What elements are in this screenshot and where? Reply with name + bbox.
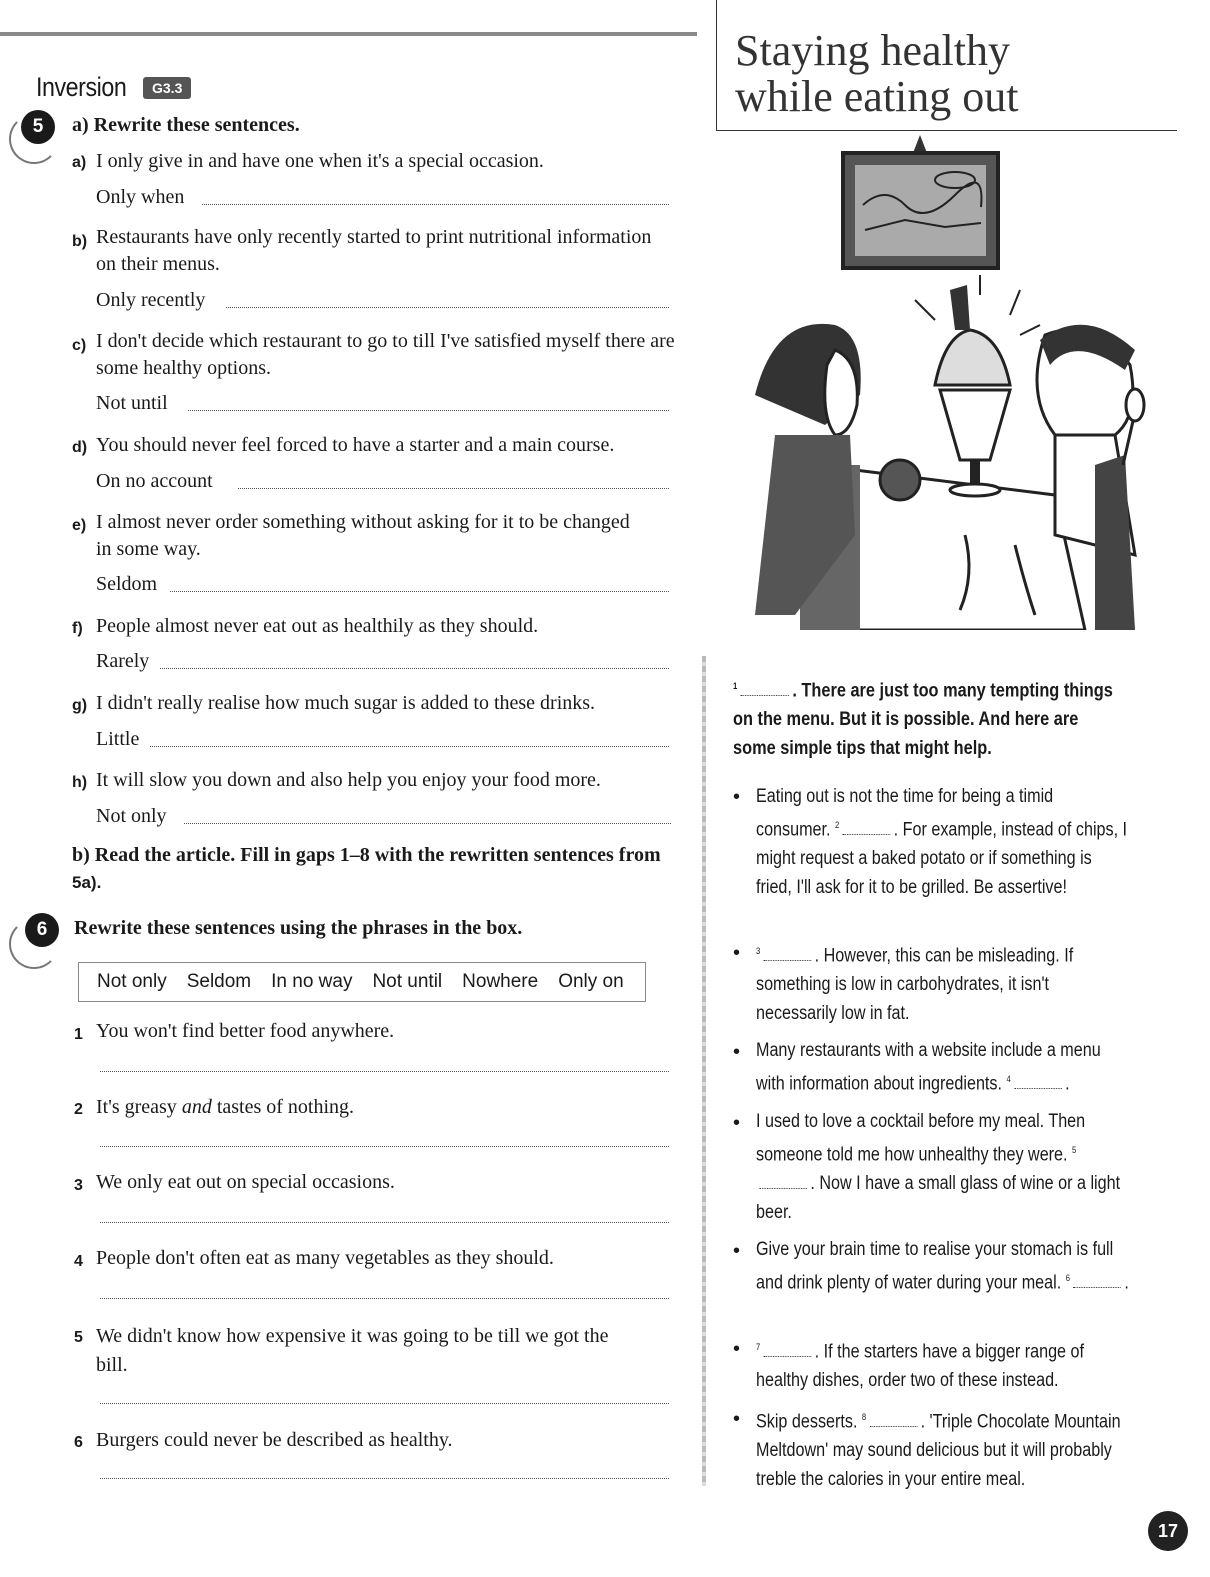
bullet-dot: •: [733, 1112, 741, 1134]
bullet-dot: •: [733, 1408, 741, 1430]
restaurant-illustration: [755, 135, 1175, 630]
item-number: 1: [74, 1026, 83, 1043]
item-letter: a): [72, 154, 87, 171]
item-sentence: I don't decide which restaurant to go to till I've satisfied myself there are some healthy options.: [96, 330, 675, 379]
article-tip: $^7$ . If the starters have a bigger range of healthy dishes, order two of these instead.: [756, 1341, 1084, 1392]
answer-line[interactable]: [188, 410, 669, 411]
bullet-dot: •: [733, 1338, 741, 1360]
gap-3[interactable]: [764, 960, 812, 961]
item-sentence: Burgers could never be described as healthy.: [96, 1429, 453, 1451]
phrase: Nowhere: [462, 971, 539, 992]
answer-line[interactable]: [238, 488, 669, 489]
item-prompt: Seldom: [96, 573, 158, 595]
article-title: Staying healthy while eating out: [735, 26, 1019, 121]
phrase: In no way: [271, 971, 353, 992]
item-sentence: It will slow you down and also help you enjoy your food more.: [96, 769, 601, 791]
bullet-dot: •: [733, 1240, 741, 1262]
item-number: 5: [74, 1329, 83, 1346]
article-intro: $^1$ . There are just too many tempting things on the menu. But it is possible. And here are some simple tips that might help.: [733, 680, 1113, 760]
item-number: 3: [74, 1177, 83, 1194]
answer-line[interactable]: [170, 591, 669, 592]
column-divider: [702, 656, 706, 1486]
item-prompt: Little: [96, 728, 140, 750]
answer-line[interactable]: [100, 1222, 669, 1223]
gap-5[interactable]: [759, 1188, 807, 1189]
item-letter: c): [72, 337, 87, 354]
gap-8[interactable]: [870, 1426, 918, 1427]
item-sentence: We only eat out on special occasions.: [96, 1171, 395, 1193]
answer-line[interactable]: [100, 1478, 669, 1479]
answer-line[interactable]: [202, 204, 669, 205]
item-sentence: I only give in and have one when it's a special occasion.: [96, 150, 544, 172]
item-number: 2: [74, 1101, 83, 1118]
item-prompt: Not until: [96, 392, 168, 414]
item-sentence: I almost never order something without asking for it to be changed in some way.: [96, 511, 630, 560]
item-letter: b): [72, 233, 88, 250]
item-sentence: People don't often eat as many vegetables as they should.: [96, 1247, 554, 1269]
phrase: Not until: [372, 971, 443, 992]
gap-6[interactable]: [1073, 1287, 1121, 1288]
bullet-dot: •: [733, 942, 741, 964]
exercise-5a-instruction: a) Rewrite these sentences.: [72, 114, 300, 136]
article-tip: Skip desserts. $^8$ . 'Triple Chocolate Mountain Meltdown' may sound delicious but it will probably treble the calories in your entire meal.: [756, 1411, 1121, 1491]
gap-7[interactable]: [764, 1356, 812, 1357]
phrase: Seldom: [186, 971, 252, 992]
page-number: 17: [1148, 1511, 1188, 1551]
top-rule: [0, 32, 697, 36]
exercise-5b-instruction: b) Read the article. Fill in gaps 1–8 with the rewritten sentences from 5a).: [72, 844, 661, 892]
phrase: Only on: [558, 971, 624, 992]
item-letter: f): [72, 620, 83, 637]
exercise-6-number: 6: [25, 913, 59, 947]
item-sentence: We didn't know how expensive it was going to be till we got the bill.: [96, 1325, 609, 1376]
exercise-5-number: 5: [21, 110, 55, 144]
item-prompt: Only recently: [96, 289, 206, 311]
item-number: 4: [74, 1253, 83, 1270]
answer-line[interactable]: [184, 823, 671, 824]
item-prompt: Only when: [96, 186, 185, 208]
item-prompt: Rarely: [96, 650, 150, 672]
item-letter: e): [72, 517, 87, 534]
gap-2[interactable]: [843, 834, 891, 835]
item-sentence: Restaurants have only recently started to print nutritional information on their menus.: [96, 226, 652, 275]
gap-4[interactable]: [1014, 1088, 1062, 1089]
article-tip: Many restaurants with a website include a menu with information about ingredients. $^4$ .: [756, 1040, 1101, 1095]
gap-1[interactable]: [741, 695, 789, 696]
article-tip: Eating out is not the time for being a timid consumer. $^2$ . For example, instead of chips, I might request a baked potato or if something is fried, I'll ask for it to be grilled. Be assertive!: [756, 786, 1128, 899]
answer-line[interactable]: [160, 668, 669, 669]
article-tip: Give your brain time to realise your stomach is full and drink plenty of water during your meal. $^6$ .: [756, 1239, 1129, 1294]
answer-line[interactable]: [100, 1298, 669, 1299]
section-title: Inversion: [36, 72, 127, 102]
exercise-6-instruction: Rewrite these sentences using the phrases in the box.: [74, 917, 523, 939]
phrase-box: [78, 962, 646, 1002]
grammar-ref-badge: G3.3: [143, 77, 191, 99]
item-sentence: I didn't really realise how much sugar is added to these drinks.: [96, 692, 596, 714]
item-sentence: It's greasy and tastes of nothing.: [96, 1096, 355, 1118]
phrase: Not only: [97, 971, 167, 992]
article-tip: I used to love a cocktail before my meal. Then someone told me how unhealthy they were. $^5$. Now I have a small glass of wine or a light beer.: [756, 1111, 1121, 1224]
answer-line[interactable]: [150, 746, 669, 747]
item-sentence: People almost never eat out as healthily as they should.: [96, 615, 539, 637]
item-letter: g): [72, 697, 88, 714]
answer-line[interactable]: [100, 1071, 669, 1072]
item-sentence: You should never feel forced to have a starter and a main course.: [96, 434, 615, 456]
answer-line[interactable]: [100, 1403, 669, 1404]
item-prompt: On no account: [96, 470, 213, 492]
item-number: 6: [74, 1434, 83, 1451]
item-letter: d): [72, 439, 88, 456]
item-prompt: Not only: [96, 805, 167, 827]
article-tip: $^3$ . However, this can be misleading. If something is low in carbohydrates, it isn't necessarily low in fat.: [756, 945, 1074, 1025]
item-letter: h): [72, 774, 88, 791]
item-sentence: You won't find better food anywhere.: [96, 1020, 395, 1042]
answer-line[interactable]: [100, 1146, 669, 1147]
bullet-dot: •: [733, 786, 741, 808]
answer-line[interactable]: [226, 307, 669, 308]
bullet-dot: •: [733, 1041, 741, 1063]
